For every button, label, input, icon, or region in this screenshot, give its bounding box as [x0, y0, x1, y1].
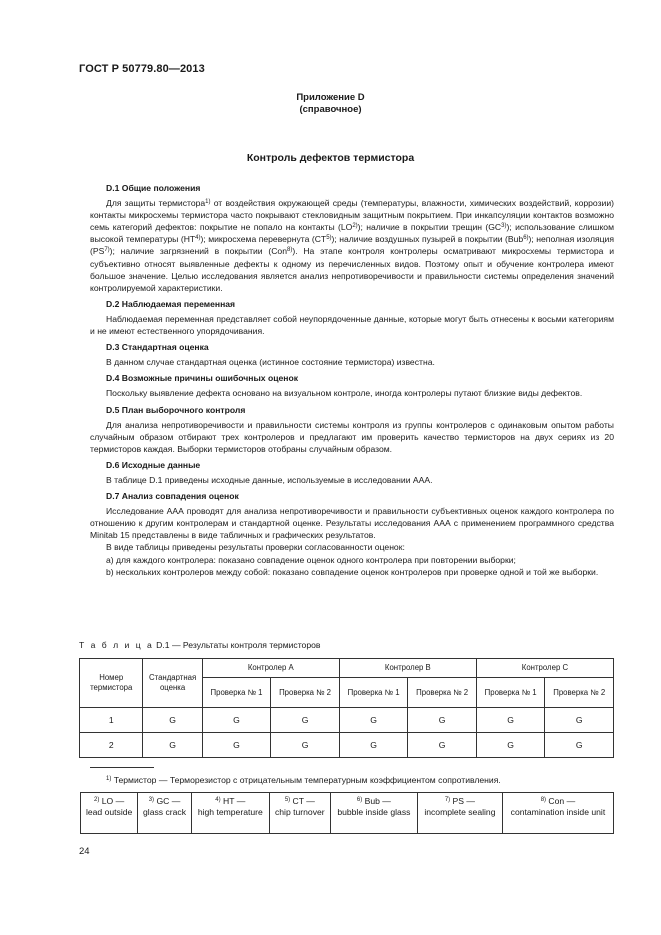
section-heading-d5: D.5 План выборочного контроля — [106, 404, 246, 415]
footnote-abbreviation-table — [80, 792, 614, 834]
section-text-d4: Поскольку выявление дефекта основано на визуальном контроле, иногда контролеры путают близкие виды дефектов. — [106, 388, 583, 399]
header-cell-number: Номер термистора — [80, 659, 143, 708]
section-text-d7-intro: В виде таблицы приведены результаты проверки согласованности оценок: — [106, 542, 405, 553]
table-row — [80, 733, 614, 758]
section-text-d7: Исследование ААА проводят для анализа непротиворечивости и правильности субъективных оценок каждого контролера по отношению к другим контролерам и стандартной оценке. Результаты исследования ААА с применением программного средства Minitab 15 представлены в виде табличных и графических результатов. — [90, 506, 614, 541]
footnote-cell-ps: $^{7)}$ PS — incomplete sealing — [417, 793, 502, 834]
section-heading-d7: D.7 Анализ совпадения оценок — [106, 491, 239, 502]
table-cell: G — [476, 733, 545, 758]
section-heading-d6: D.6 Исходные данные — [106, 459, 201, 470]
section-text-d6: В таблице D.1 приведены исходные данные, используемые в исследовании ААА. — [106, 474, 433, 485]
header-cell-check1: Проверка № 1 — [202, 678, 271, 708]
footnote-cell-con: $^{8)}$ Con — contamination inside unit — [502, 793, 613, 834]
section-heading-d3: D.3 Стандартная оценка — [106, 342, 209, 353]
section-heading-d1: D.1 Общие положения — [106, 183, 201, 193]
annex-kind: (справочное) — [299, 104, 362, 115]
section-text-d2: Наблюдаемая переменная представляет собой неупорядоченные данные, которые могут быть отнесены к восьми категориям и не имеют естественного упорядочивания. — [90, 313, 614, 337]
table-cell: 2 — [80, 733, 143, 758]
table-cell: G — [271, 733, 340, 758]
table-cell: G — [339, 733, 408, 758]
table-cell: G — [143, 708, 202, 733]
section-heading-d2: D.2 Наблюдаемая переменная — [106, 298, 236, 309]
page-number: 24 — [79, 846, 90, 857]
header-cell-controller-b: Контролер В — [339, 659, 476, 678]
table-cell: G — [202, 708, 271, 733]
document-title: Контроль дефектов термистора — [246, 152, 415, 164]
footnote-cell-ct: $^{5)}$ CT — chip turnover — [269, 793, 330, 834]
header-cell-check2: Проверка № 2 — [545, 678, 614, 708]
section-text-d5: Для анализа непротиворечивости и правильности системы контроля из группы контролеров с одинаковым опытом работы случайным образом отбирают трех контролеров и предлагают им проверить качество термисторов на двух сериях из 20 термисторов каждая. Выборки термисторов отобраны случайным образом. — [90, 419, 614, 454]
table-cell: G — [408, 708, 477, 733]
table-cell: G — [143, 733, 202, 758]
footnote-separator — [90, 767, 154, 768]
footnote-cell-lo: $^{2)}$ LO — lead outside — [81, 793, 138, 834]
footnote-cell-gc: $^{3)}$ GC — glass crack — [138, 793, 192, 834]
table-cell: G — [202, 733, 271, 758]
table-cell: G — [408, 733, 477, 758]
annex-title: Приложение D — [296, 92, 365, 103]
results-table — [79, 658, 614, 758]
table-caption: Т а б л и ц а D.1 — Результаты контроля термисторов — [79, 640, 321, 650]
footnote-cell-bub: $^{6)}$ Bub — bubble inside glass — [330, 793, 417, 834]
header-cell-standard: Стандартная оценка — [143, 659, 202, 708]
section-text-d3: В данном случае стандартная оценка (истинное состояние термистора) известна. — [106, 357, 435, 368]
table-cell: G — [545, 733, 614, 758]
standard-header: ГОСТ Р 50779.80—2013 — [79, 63, 205, 75]
main-content — [90, 182, 614, 578]
table-cell: G — [476, 708, 545, 733]
header-cell-check2: Проверка № 2 — [271, 678, 340, 708]
table-cell: G — [545, 708, 614, 733]
section-heading-d4: D.4 Возможные причины ошибочных оценок — [106, 373, 299, 384]
section-text-d1: Для защиты термистора$^{1)}$ от воздействия окружающей среды (температуры, влажности, химических воздействий, коррозии) контакты микросхемы термистора часто покрывают стекловидным защитным покрытием. При инкапсуляции контактов возможно семь категорий дефектов: покрытие не попало на контакты (LO$^{2)}$); наличие в покрытии трещин (GC$^{3)}$); использование слишком высокой температуры (HT$^{4)}$); микросхема перевернута (CT$^{5)}$); наличие воздушных пузырей в покрытии (Bub$^{6)}$); неполная изоляция (PS$^{7)}$); наличие загрязнений в покрытии (Con$^{8)}$). На этапе контроля контролеры осматривают микросхемы термистора и субъективно относят выявленные дефекты к одному из перечисленных видов. Поэтому опыт и обучение контролера имеют большое значение. Целью исследования является анализ непротиворечивости и правильности системы определения значений контролируемой характеристики. — [90, 198, 614, 293]
table-cell: G — [339, 708, 408, 733]
header-cell-check2: Проверка № 2 — [408, 678, 477, 708]
footnote-cell-ht: $^{4)}$ HT — high temperature — [191, 793, 269, 834]
table-cell: G — [271, 708, 340, 733]
footnote-1: $^{1)}$ Термистор — Терморезистор с отрицательным температурным коэффициентом сопротивления. — [106, 775, 501, 785]
header-cell-controller-a: Контролер А — [202, 659, 339, 678]
header-cell-check1: Проверка № 1 — [476, 678, 545, 708]
header-cell-check1: Проверка № 1 — [339, 678, 408, 708]
list-item-b: b) нескольких контролеров между собой: показано совпадение оценок контролеров при проверке одной и той же выборки. — [106, 566, 599, 577]
header-cell-controller-c: Контролер С — [476, 659, 613, 678]
list-item-a: a) для каждого контролера: показано совпадение оценок одного контролера при повторении выборки; — [106, 554, 516, 565]
table-cell: 1 — [80, 708, 143, 733]
table-row — [80, 708, 614, 733]
